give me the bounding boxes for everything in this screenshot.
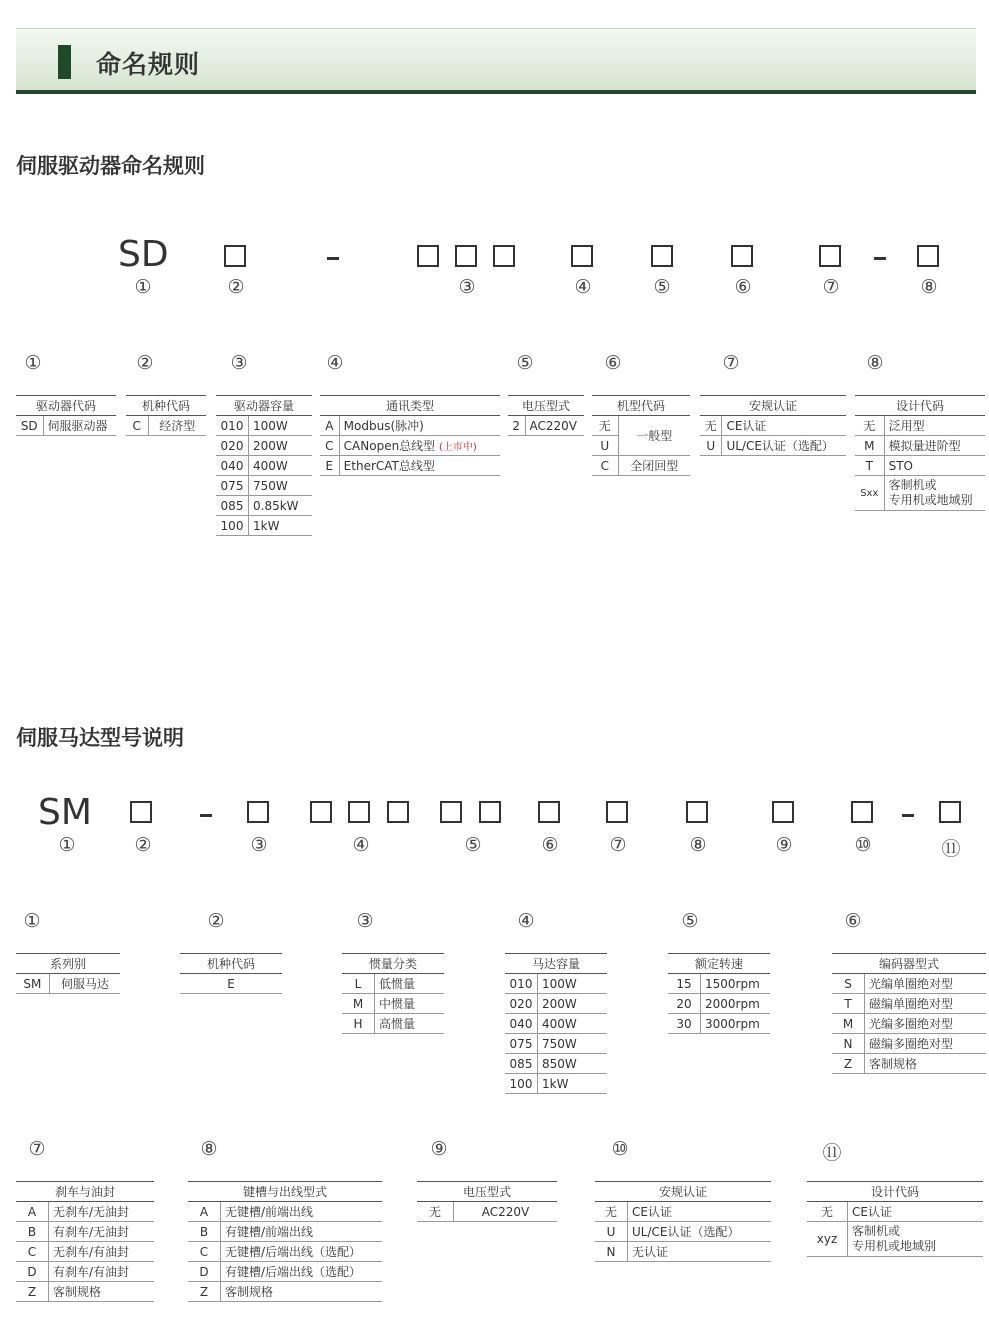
table-header: 通讯类型 [320,396,500,416]
table-cell-code: 30 [668,1014,701,1034]
table-cell-desc: 伺服马达 [49,974,120,994]
table-header: 安规认证 [595,1182,771,1202]
code-box [731,245,753,267]
table-row [668,974,770,994]
table-cell-desc: 一般型 [618,416,690,456]
position-number: ⑩ [854,834,872,856]
table-cell-code: N [595,1242,628,1262]
table-row [216,416,312,436]
table-cell-code: B [16,1222,49,1242]
table-cell-code: M [342,994,375,1014]
motor-table-7 [16,1181,154,1302]
table-cell-desc: 无刹车/有油封 [49,1242,155,1262]
table-row [592,416,690,436]
code-box [819,245,841,267]
table-cell-code: 040 [216,456,249,476]
driver-heading: 伺服驱动器命名规则 [16,154,205,178]
table-cell-line: 专用机或地域别 [852,1239,937,1253]
table-cell-desc: 全闭回型 [618,456,690,476]
table-cell-desc [339,436,500,456]
table-cell-code: M [855,436,884,456]
table-index: ① [24,352,42,374]
table-cell-desc: 750W [538,1034,608,1054]
table-cell-code: 085 [505,1054,538,1074]
table-row [832,994,986,1014]
table-cell-code: C [320,436,339,456]
table-row [188,1282,382,1302]
code-box [479,801,501,823]
table-cell-desc: CE认证 [628,1202,772,1222]
table-header: 刹车与油封 [16,1182,154,1202]
table-cell-desc: CE认证 [848,1202,984,1222]
table-index: ① [23,910,41,932]
table-cell-desc: 无键槽/前端出线 [221,1202,383,1222]
table-index: ⑥ [604,352,622,374]
motor-table-10 [595,1181,771,1262]
table-index: ⑤ [681,910,699,932]
table-cell-code: Z [16,1282,49,1302]
table-cell-code: U [700,436,722,456]
table-index: ② [207,910,225,932]
table-cell-line: 专用机或地域别 [888,493,973,507]
position-number: ⑧ [920,276,938,298]
position-number: ④ [352,834,370,856]
table-index: ⑦ [28,1138,46,1160]
motor-table-1 [16,953,120,994]
table-cell-code: 100 [505,1074,538,1094]
table-cell-code: 075 [505,1034,538,1054]
motor-prefix: SM [38,792,92,833]
table-cell-code: 20 [668,994,701,1014]
code-box [224,245,246,267]
table-cell-code: 075 [216,476,249,496]
table-cell-desc: 1kW [538,1074,608,1094]
table-row [832,1054,986,1074]
table-cell-desc: 3000rpm [701,1014,771,1034]
driver-table-2 [126,395,206,436]
table-row [505,1014,607,1034]
table-row [342,1014,444,1034]
table-row [216,436,312,456]
table-row [595,1222,771,1242]
table-cell-code: 020 [505,994,538,1014]
table-cell-desc: UL/CE认证（选配） [628,1222,772,1242]
table-row [832,974,986,994]
table-cell-desc: 磁编单圈绝对型 [865,994,987,1014]
position-number: ⑤ [464,834,482,856]
table-cell-code: M [832,1014,865,1034]
table-cell-desc: 200W [249,436,313,456]
table-row [180,974,282,994]
table-cell-code: D [188,1262,221,1282]
banner-accent-bar [58,45,71,79]
position-number: ⑦ [822,276,840,298]
motor-table-2 [180,953,282,994]
code-box [851,801,873,823]
table-index: ⑨ [430,1138,448,1160]
table-row [342,994,444,1014]
position-number: ② [227,276,245,298]
position-number: ③ [458,276,476,298]
code-box [939,801,961,823]
table-cell-code: C [188,1242,221,1262]
table-cell-desc: 无认证 [628,1242,772,1262]
code-box [917,245,939,267]
table-cell-desc: 0.85kW [249,496,313,516]
position-number: ⑦ [609,834,627,856]
motor-table-8 [188,1181,382,1302]
table-cell-code: N [832,1034,865,1054]
table-cell-code: 无 [855,416,884,436]
motor-table-4 [505,953,607,1094]
table-cell-code: H [342,1014,375,1034]
table-cell-code: Z [188,1282,221,1302]
table-cell-desc: 750W [249,476,313,496]
table-index: ⑪ [822,1142,842,1164]
table-row [216,496,312,516]
table-cell-code: L [342,974,375,994]
table-row [595,1242,771,1262]
motor-table-11 [807,1181,983,1257]
table-cell-desc: 低惯量 [375,974,445,994]
table-row [807,1202,983,1222]
table-cell-desc: STO [884,456,985,476]
table-cell-code: A [320,416,339,436]
table-row [505,974,607,994]
table-header: 安规认证 [700,396,846,416]
table-cell-desc: CE认证 [722,416,846,436]
banner-title: 命名规则 [96,50,201,79]
table-cell-desc: 中惯量 [375,994,445,1014]
table-row [832,1014,986,1034]
table-header: 机型代码 [592,396,690,416]
table-cell-desc: 400W [538,1014,608,1034]
table-cell-desc: 100W [538,974,608,994]
table-cell-code: 010 [216,416,249,436]
table-index: ③ [230,352,248,374]
table-header: 马达容量 [505,954,607,974]
table-row [855,436,985,456]
motor-heading: 伺服马达型号说明 [16,726,184,750]
code-box [417,245,439,267]
table-cell-code: E [320,456,339,476]
table-cell-code: C [16,1242,49,1262]
table-cell-code: 无 [595,1202,628,1222]
code-box [686,801,708,823]
position-number: ② [134,834,152,856]
table-row [807,1222,983,1257]
position-number: ① [58,834,76,856]
table-row [505,994,607,1014]
table-index: ⑤ [516,352,534,374]
position-number: ⑥ [734,276,752,298]
table-header: 编码器型式 [832,954,986,974]
driver-prefix: SD [118,234,169,275]
table-row [216,456,312,476]
table-cell-desc: 1kW [249,516,313,536]
position-number: ⑧ [689,834,707,856]
table-cell-desc: 有键槽/前端出线 [221,1222,383,1242]
code-box [772,801,794,823]
table-index: ② [136,352,154,374]
code-box [310,801,332,823]
table-cell-code: 020 [216,436,249,456]
table-cell-desc: 1500rpm [701,974,771,994]
table-row [592,456,690,476]
table-cell-code: 无 [417,1202,454,1222]
table-index: ⑧ [866,352,884,374]
position-number: ⑤ [653,276,671,298]
table-row [505,1074,607,1094]
motor-table-9 [417,1181,557,1222]
table-row [668,994,770,1014]
table-row [855,476,985,511]
table-index: ④ [517,910,535,932]
driver-table-6 [592,395,690,476]
table-cell-code: C [126,416,148,436]
table-row [320,416,500,436]
code-box [247,801,269,823]
position-number: ③ [250,834,268,856]
table-row [417,1202,557,1222]
table-cell-code: 2 [508,416,525,436]
table-cell-desc: 客制规格 [865,1054,987,1074]
table-cell-desc: 光编多圈绝对型 [865,1014,987,1034]
table-row [126,416,206,436]
table-row [188,1222,382,1242]
table-cell-code: U [595,1222,628,1242]
driver-table-7 [700,395,846,456]
table-row [320,456,500,476]
table-cell-code: Z [832,1054,865,1074]
table-index: ⑦ [722,352,740,374]
table-cell-desc: 850W [538,1054,608,1074]
table-cell-code: 15 [668,974,701,994]
table-cell-code: A [188,1202,221,1222]
table-header: 电压型式 [417,1182,557,1202]
table-row [595,1202,771,1222]
table-cell-desc: 2000rpm [701,994,771,1014]
table-cell-desc: 高惯量 [375,1014,445,1034]
code-box [348,801,370,823]
table-row [700,416,846,436]
table-cell-desc: 磁编多圈绝对型 [865,1034,987,1054]
driver-table-5 [508,395,584,436]
table-index: ③ [356,910,374,932]
code-box [130,801,152,823]
table-index: ⑧ [200,1138,218,1160]
table-cell-desc: 无刹车/无油封 [49,1202,155,1222]
table-cell-code: B [188,1222,221,1242]
driver-table-3 [216,395,312,536]
table-header: 键槽与出线型式 [188,1182,382,1202]
table-cell-desc: AC220V [525,416,584,436]
motor-table-5 [668,953,770,1034]
table-cell-code: 100 [216,516,249,536]
table-row [216,476,312,496]
code-box [440,801,462,823]
code-box [493,245,515,267]
table-row [700,436,846,456]
table-row [16,1262,154,1282]
table-row [16,1222,154,1242]
launch-note: (上市中) [439,442,477,453]
position-number: ① [134,276,152,298]
table-cell-desc: 光编单圈绝对型 [865,974,987,994]
table-index: ⑥ [844,910,862,932]
table-header: 机种代码 [180,954,282,974]
table-row [188,1202,382,1222]
table-cell-code: Sxx [855,476,884,511]
table-cell-code: SD [16,416,43,436]
table-index: ④ [326,352,344,374]
table-cell-desc [884,476,985,511]
driver-table-8 [855,395,985,511]
table-cell-desc: UL/CE认证（选配） [722,436,846,456]
table-cell-text: CANopen总线型 [343,439,436,453]
table-cell-code: T [832,994,865,1014]
table-cell-code: SM [16,974,49,994]
code-box [651,245,673,267]
position-number: ⑨ [775,834,793,856]
table-cell-code: 无 [700,416,722,436]
table-row [216,516,312,536]
table-header: 系列别 [16,954,120,974]
table-header: 机种代码 [126,396,206,416]
table-cell-code: S [832,974,865,994]
table-header: 设计代码 [855,396,985,416]
driver-table-1 [16,395,116,436]
table-row [832,1034,986,1054]
motor-table-3 [342,953,444,1034]
table-row [16,1242,154,1262]
table-row [342,974,444,994]
table-row [16,416,116,436]
table-row [505,1034,607,1054]
table-cell-desc: 无键槽/后端出线（选配） [221,1242,383,1262]
table-row [16,1202,154,1222]
table-cell-desc: 有刹车/有油封 [49,1262,155,1282]
table-cell-desc: EtherCAT总线型 [339,456,500,476]
table-cell-code: C [592,456,618,476]
table-row [16,974,120,994]
table-header: 设计代码 [807,1182,983,1202]
table-index: ⑩ [611,1138,629,1160]
table-cell-desc: 有键槽/后端出线（选配） [221,1262,383,1282]
table-cell-desc: 200W [538,994,608,1014]
table-row [320,436,500,456]
table-cell-desc: 客制规格 [221,1282,383,1302]
table-cell-desc: 泛用型 [884,416,985,436]
table-cell-desc: 客制规格 [49,1282,155,1302]
table-cell-desc: 400W [249,456,313,476]
code-dash [327,257,339,260]
table-header: 电压型式 [508,396,584,416]
position-number: ⑥ [541,834,559,856]
table-cell-code: 无 [807,1202,848,1222]
table-cell-code: 无 [592,416,618,436]
table-row [855,416,985,436]
table-row [16,1282,154,1302]
section-banner [16,28,976,94]
table-cell-desc: 100W [249,416,313,436]
table-cell-code: T [855,456,884,476]
code-dash [874,257,886,260]
table-cell-code: 010 [505,974,538,994]
table-row [188,1262,382,1282]
table-row [855,456,985,476]
table-cell-code: D [16,1262,49,1282]
position-number: ④ [574,276,592,298]
motor-table-6 [832,953,986,1074]
table-header: 驱动器容量 [216,396,312,416]
table-cell-code: U [592,436,618,456]
code-dash [200,814,212,817]
table-row [188,1242,382,1262]
table-cell-desc [848,1222,984,1257]
code-box [538,801,560,823]
driver-table-4 [320,395,500,476]
table-row [505,1054,607,1074]
table-cell-desc: Modbus(脉冲) [339,416,500,436]
table-cell-code: E [180,974,282,994]
code-box [387,801,409,823]
table-cell-desc: 经济型 [148,416,206,436]
table-header: 驱动器代码 [16,396,116,416]
table-row [508,416,584,436]
table-cell-code: xyz [807,1222,848,1257]
table-cell-desc: 有刹车/无油封 [49,1222,155,1242]
code-box [571,245,593,267]
table-cell-desc: 伺服驱动器 [43,416,116,436]
table-cell-code: 085 [216,496,249,516]
table-cell-code: A [16,1202,49,1222]
table-cell-desc: AC220V [454,1202,558,1222]
position-number: ⑪ [941,838,961,860]
table-cell-desc: 模拟量进阶型 [884,436,985,456]
table-cell-line: 客制机或 [852,1224,901,1238]
table-cell-code: 040 [505,1014,538,1034]
table-cell-line: 客制机或 [888,478,937,492]
table-header: 额定转速 [668,954,770,974]
table-row [668,1014,770,1034]
code-dash [902,814,914,817]
code-box [455,245,477,267]
table-header: 惯量分类 [342,954,444,974]
code-box [606,801,628,823]
